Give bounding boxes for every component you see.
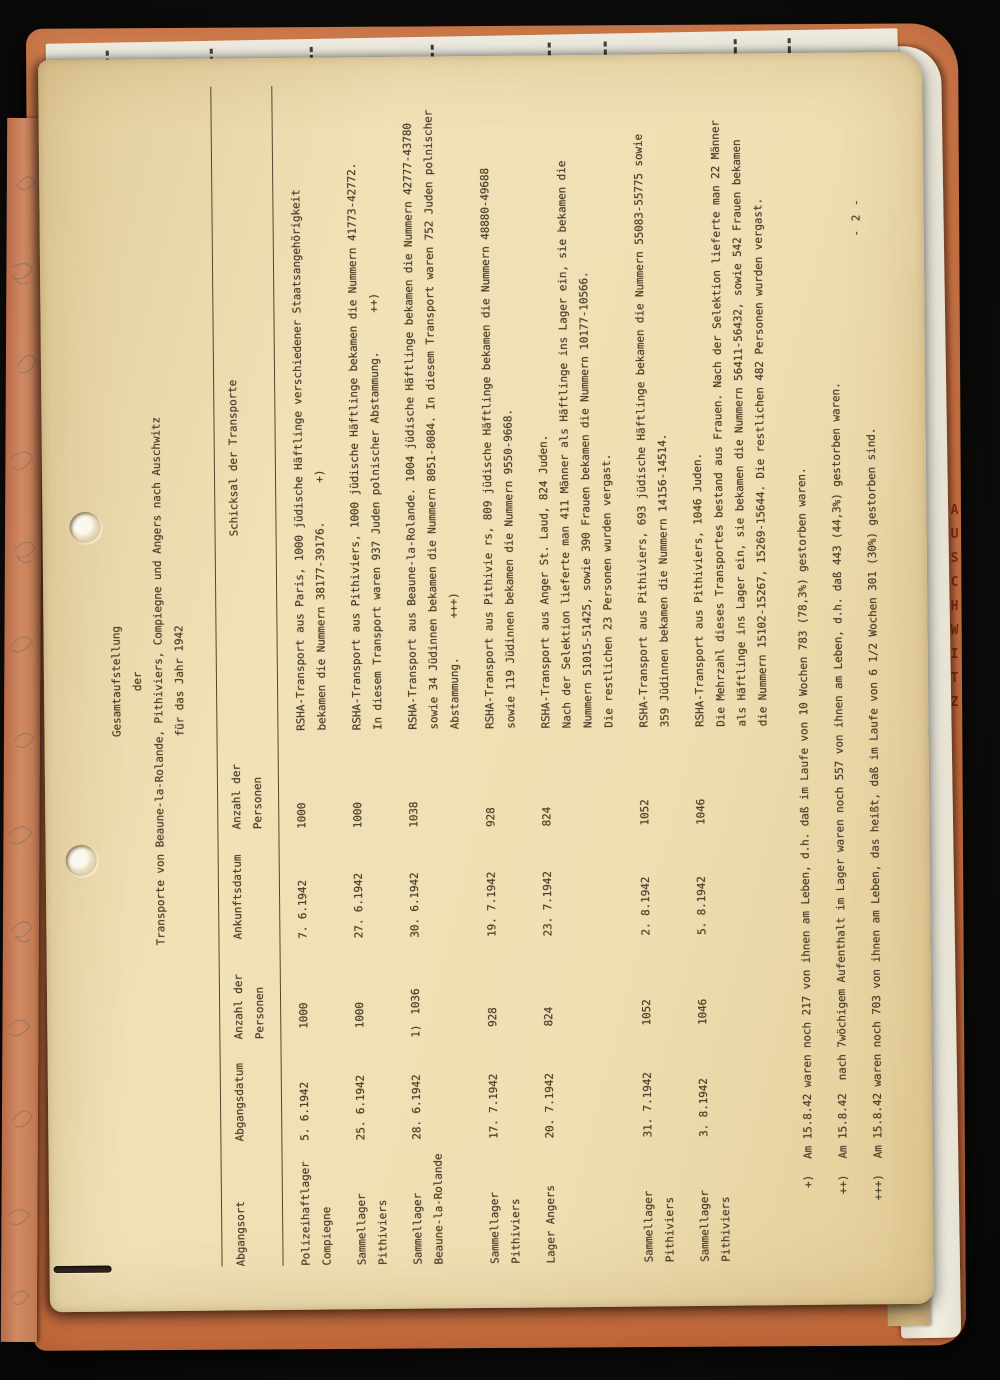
cell-abgangsdatum: 20. 7.1942: [542, 1073, 557, 1139]
cell-schicksal: RSHA-Transport aus Pithiviers, 1000 jüdische Häftlinge bekamen die Nummern 41773-42772. In diesem Transport waren 937 Juden polnischer Abstammung. ++): [345, 162, 385, 731]
cell-schicksal: RSHA-Transport aus Pithiviers, 1046 Juden. Die Mehrzahl dieses Transportes bestand aus Frauen. Nach der Selektion lieferte man 22 Männer als Häftlinge ins Lager ein, sie bekamen die Nummern 56411-56432, sowie 542 Frauen bekamen die Nummern 15102-15267, 15269-15644. Die restlichen 482 Personen wurden vergast.: [690, 120, 770, 728]
cell-abgangsort: Sammellager Pithiviers: [697, 1190, 733, 1262]
row-mark: 1): [409, 1024, 423, 1038]
cell-ankunftsdatum: 7. 6.1942: [295, 880, 310, 939]
footnote-marker: ++): [836, 1174, 850, 1195]
cell-ankunftsdatum: 19. 7.1942: [484, 871, 499, 938]
column-header-abgangsdatum: Abgangsdatum: [232, 1063, 247, 1142]
cell-abgangsdatum: 17. 7.1942: [486, 1073, 501, 1140]
folder-tab-label: AUSCHWITZ: [947, 503, 962, 719]
footnote-text: Am 15.8.42 waren noch 703 von ihnen am Leben, das heißt, daß im Laufe von 6 1/2 Wochen 301 (30%) gestorben sind.: [864, 427, 885, 1159]
cell-ankunftsdatum: 27. 6.1942: [351, 872, 366, 939]
cell-abgangsdatum: 28. 6.1942: [409, 1074, 424, 1140]
cell-abgangsort: Polizeihaftlager Compiegne: [298, 1161, 334, 1266]
cell-anzahl-ankunft: 1046: [694, 798, 708, 826]
anzahl-value: 1052: [640, 999, 654, 1026]
title-line-1: Gesamtaufstellung: [109, 626, 124, 738]
cell-abgangsdatum: 5. 6.1942: [297, 1081, 312, 1141]
page-number: - 2 -: [849, 198, 863, 237]
typescript-content: [96, 78, 919, 1278]
table-header-row: [210, 86, 283, 1267]
cell-anzahl-abgang: [348, 938, 391, 1038]
title-line-2: der: [130, 671, 145, 692]
table-row: [683, 79, 778, 1262]
cell-anzahl-abgang: [537, 936, 622, 1037]
cell-ankunftsdatum: 2. 8.1942: [638, 876, 653, 936]
cell-abgangsort: Sammellager Pithiviers: [487, 1192, 523, 1265]
title-line-3: Transporte von Beaune-la-Rolande, Pithiviers, Compiegne und Angers nach Auschwitz: [149, 416, 168, 946]
column-header-anzahl-abgang: Anzahl der Personen: [231, 974, 267, 1040]
footnote: [857, 78, 889, 1232]
punch-hole: [69, 512, 100, 543]
cell-anzahl-ankunft: 1000: [295, 802, 309, 829]
folder-spine-strip: [1, 118, 43, 1342]
cell-abgangsort: Sammellager Beaune-la-Rolande: [410, 1153, 446, 1265]
cell-anzahl-ankunft: 1000: [351, 802, 365, 829]
anzahl-value: 1046: [696, 998, 710, 1025]
document-title: [100, 85, 195, 1278]
cell-anzahl-abgang: [635, 935, 678, 1035]
column-header-abgangsort: Abgangsort: [233, 1201, 248, 1267]
cell-anzahl-ankunft: 928: [484, 807, 498, 828]
anzahl-value: 1000: [297, 1002, 311, 1029]
cell-schicksal: RSHA-Transport aus Beaune-la-Rolande. 1004 jüdische Häftlinge bekamen die Nummern 42777-43780 sowie 34 Jüdinnen bekamen die Nummern 8051-8084. In diesem Transport waren 752 Juden polnischer Abstammung. +++): [400, 109, 462, 730]
cell-ankunftsdatum: 5. 8.1942: [694, 876, 709, 936]
cell-abgangsdatum: 3. 8.1942: [696, 1078, 711, 1137]
table-row: [396, 82, 470, 1265]
cell-schicksal: RSHA-Transport aus Pithivie rs, 809 jüdische Häftlinge bekamen die Nummern 48880-49688 sowie 119 Jüdinnen bekamen die Nummern 9550-9668.: [478, 167, 518, 730]
table-row: [627, 80, 680, 1262]
anzahl-value: 928: [486, 1007, 500, 1028]
cell-abgangsort: Lager Angers: [543, 1185, 558, 1264]
typescript-page: [38, 52, 934, 1312]
column-header-ankunftsdatum: Ankunftsdatum: [230, 854, 245, 940]
rotated-content-area: [96, 78, 919, 1278]
anzahl-value: 1000: [353, 1002, 367, 1029]
cell-abgangsdatum: 31. 7.1942: [640, 1072, 655, 1138]
cell-anzahl-abgang: [481, 937, 524, 1037]
punch-hole: [66, 845, 97, 876]
footnote-text: Am 15.8.42 nach 7wöchigem Aufenthalt im Lager waren noch 557 von ihnen am Leben, d.h. daß 443 (44,3%) gestorben waren.: [829, 382, 850, 1159]
cell-schicksal: RSHA-Transport aus Anger St. Laud, 824 Juden. Nach der Selektion lieferte man 411 Männer als Häftlinge ins Lager ein, sie bekamen die Nummern 51015-51425, sowie 390 Frauen bekamen die Nummern 10177-10566. Die restlichen 23 Personen wurden vergast.: [536, 160, 616, 729]
fastener-slot: [54, 1266, 112, 1274]
cell-ankunftsdatum: 23. 7.1942: [540, 871, 555, 937]
column-header-schicksal: Schicksal der Transporte: [226, 379, 241, 537]
cell-schicksal: RSHA-Transport aus Paris, 1000 jüdische Häftlinge verschiedener Staatsangehörigkeit bekamen die Nummern 38177-39176. +): [289, 189, 329, 731]
footnotes-block: [787, 78, 889, 1233]
cell-anzahl-ankunft: 1052: [638, 799, 652, 826]
transport-table-body: [284, 79, 778, 1276]
anzahl-value: 824: [542, 1006, 556, 1027]
cell-anzahl-abgang: [404, 937, 468, 1038]
footnote-text: Am 15.8.42 waren noch 217 von ihnen am Leben, d.h. daß im Laufe von 10 Wochen 783 (78,3%) gestorben waren.: [794, 467, 815, 1159]
cell-abgangsort: Sammellager Pithiviers: [641, 1190, 677, 1263]
footnote-marker: +++): [871, 1174, 885, 1201]
cell-abgangsort: Sammellager Pithiviers: [354, 1193, 390, 1266]
table-row: [284, 84, 337, 1266]
cell-ankunftsdatum: 30. 6.1942: [407, 872, 422, 938]
table-row: [529, 81, 624, 1264]
footnote-marker: +): [801, 1174, 815, 1189]
cell-anzahl-abgang: [292, 938, 335, 1038]
anzahl-value: 1036: [408, 988, 423, 1015]
handwriting-marks: [1, 118, 43, 1342]
cell-anzahl-abgang: [691, 934, 776, 1035]
footnote: [822, 79, 854, 1233]
footnote: [787, 79, 819, 1233]
cell-anzahl-ankunft: 1038: [407, 801, 421, 828]
table-row: [473, 82, 526, 1264]
title-line-4: für das Jahr 1942: [172, 625, 187, 737]
cell-anzahl-ankunft: 824: [540, 806, 554, 827]
cell-abgangsdatum: 25. 6.1942: [353, 1074, 368, 1141]
cell-schicksal: RSHA-Transport aus Pithiviers, 693 jüdische Häftlinge bekamen die Nummern 55083-55775 sowie 359 Jüdinnen bekamen die Nummern 14156-14514.: [631, 133, 672, 728]
column-header-anzahl-ankunft: Anzahl der Personen: [229, 764, 265, 830]
table-row: [340, 83, 393, 1265]
